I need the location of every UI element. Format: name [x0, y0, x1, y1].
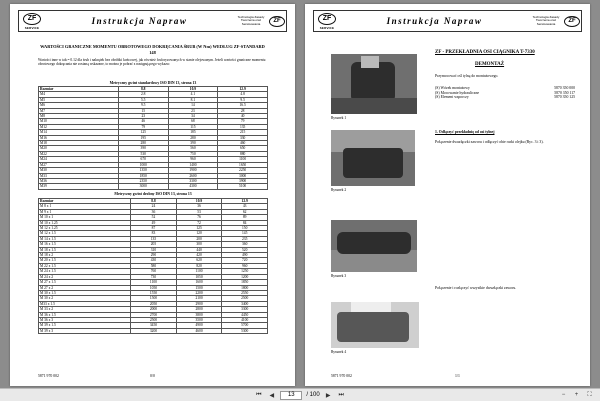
table-cell: 3800	[176, 312, 222, 317]
page-header	[18, 10, 287, 32]
footer-page-number: 0/0	[150, 374, 155, 378]
table-cell: 330	[218, 135, 268, 140]
table-cell: 84	[222, 220, 268, 225]
table-cell: M20	[39, 146, 119, 151]
footer-page-number: 1/1	[455, 374, 460, 378]
table-cell: M22	[39, 151, 119, 156]
next-page-icon[interactable]: ▶	[325, 392, 331, 399]
table-cell: 2000	[131, 307, 177, 312]
table-cell: 53	[176, 209, 222, 214]
table-cell: 2500	[131, 317, 177, 322]
table-cell: M 18 x 1.5	[39, 247, 131, 252]
table-cell: 1500	[131, 296, 177, 301]
table-cell: M10	[39, 119, 119, 124]
section-title: ZF - PRZEKŁADNIA OSI CIĄGNIKA T-7330	[435, 50, 535, 55]
table-cell: M 30 x 1.5	[39, 290, 131, 295]
table-cell: M 10 x 1.25	[39, 220, 131, 225]
table-cell: 2050	[131, 301, 177, 306]
table-cell: 530	[118, 151, 168, 156]
table-cell: 1400	[168, 162, 218, 167]
figure-4-photo	[331, 302, 419, 348]
table-cell: 185	[168, 130, 218, 135]
table-cell: 1050	[131, 285, 177, 290]
column-header: 10.9	[176, 199, 222, 204]
table-cell: 16.5	[218, 103, 268, 108]
table-cell: 960	[222, 263, 268, 268]
table-cell: 720	[222, 258, 268, 263]
figure-3-photo	[331, 220, 417, 272]
table-cell: 79	[118, 124, 168, 129]
table-cell: 1100	[218, 157, 268, 162]
table-cell: 9.5	[218, 97, 268, 102]
fullscreen-icon[interactable]: ⛶	[587, 391, 592, 398]
table-cell: 135	[131, 236, 177, 241]
table-cell: 1000	[118, 162, 168, 167]
table-cell: 4.1	[168, 92, 218, 97]
table-cell: 52	[131, 215, 177, 220]
intro-text: Przymocować ośl tylną do montażowego.	[435, 74, 499, 78]
table-cell: 150	[222, 226, 268, 231]
column-header: 8.8	[118, 87, 168, 92]
table-cell: 83	[131, 231, 177, 236]
table-cell: 4.8	[218, 92, 268, 97]
table-cell: 1200	[222, 274, 268, 279]
table-cell: 1500	[176, 285, 222, 290]
zoom-out-icon[interactable]: −	[561, 392, 566, 398]
viewer-toolbar	[0, 388, 600, 401]
zf-logo-small: ZF	[268, 12, 286, 30]
table-cell: 43	[222, 204, 268, 209]
table-cell: M36	[39, 178, 119, 183]
table-cell: 390	[118, 146, 168, 151]
table-cell: 560	[168, 146, 218, 151]
table-cell: 235	[222, 236, 268, 241]
table-cell: 290	[131, 253, 177, 258]
table-cell: M 18 x 2	[39, 253, 131, 258]
table-cell: 420	[176, 253, 222, 258]
torque-title: WARTOŚCI GRANICZNE MOMENTU OBROTOWEGO DOKRĘCANIA ŚRUB (W Nm) WEDŁUG ZF-STANDARD 148	[40, 44, 265, 55]
table-cell: 3450	[131, 323, 177, 328]
figure-1-photo	[331, 54, 417, 114]
figure-1-caption: Rysunek 1	[331, 116, 347, 120]
step-1-text: Połączenie dwuzłączki zaworu i odłączyć obie rurki olejku (Ryc. 3 i 3).	[435, 140, 544, 144]
table-cell: 2600	[168, 173, 218, 178]
figure-2-caption: Rysunek 2	[331, 188, 347, 192]
table-cell: 4900	[176, 323, 222, 328]
column-header: 8.8	[131, 199, 177, 204]
table-cell: M33	[39, 173, 119, 178]
tools-list	[435, 86, 575, 100]
table-cell: 390	[168, 141, 218, 146]
table-cell: 2500	[222, 296, 268, 301]
first-page-icon[interactable]: ⏮	[256, 391, 262, 398]
table-cell: 280	[168, 135, 218, 140]
table-cell: M 33 x 2	[39, 307, 131, 312]
column-header: 10.9	[168, 87, 218, 92]
table-cell: 5100	[218, 184, 268, 189]
table-cell: 280	[118, 141, 168, 146]
table-cell: 1650	[218, 162, 268, 167]
table-cell: M 27 x 1.5	[39, 280, 131, 285]
table-cell: 2250	[218, 168, 268, 173]
table-cell: M 12 x 1.5	[39, 231, 131, 236]
zf-logo: ZF SERVICE	[19, 11, 45, 31]
table-cell: 24	[131, 204, 177, 209]
table-cell: 300	[176, 242, 222, 247]
header-title: Instrukcja Napraw	[91, 16, 188, 26]
table-cell: 49	[131, 220, 177, 225]
figure-2-photo	[331, 130, 415, 186]
figure-4-caption: Rysunek 4	[331, 350, 347, 354]
table-cell: 4600	[176, 328, 222, 333]
table-cell: 430	[131, 258, 177, 263]
table-cell: 200	[176, 236, 222, 241]
table-cell: 195	[118, 135, 168, 140]
document-page-right	[305, 4, 590, 386]
torque-intro: Wartości inne w tab.= 0.12 dla śrub i nakrętek bez obróbki końcowej, jak również fosforyzowanych w stanie olejowanym. Jeżeli wartości graniczne momentu obrotowego dokręcania nie zostaną wskazane, to można je pobrać z następującego wykazu:	[38, 58, 266, 66]
table-cell: 360	[222, 242, 268, 247]
table-cell: 15	[118, 108, 168, 113]
table-cell: 14	[168, 103, 218, 108]
table-cell: 3400	[222, 301, 268, 306]
table-cell: M 24 x 1.5	[39, 269, 131, 274]
figure-3-caption: Rysunek 3	[331, 274, 347, 278]
table-cell: 145	[222, 231, 268, 236]
page-number-input[interactable]: 13	[280, 391, 302, 400]
table-cell: 135	[218, 124, 268, 129]
table-cell: 89	[222, 215, 268, 220]
table-cell: 125	[176, 226, 222, 231]
table-cell: M 9 x 1	[39, 209, 131, 214]
table-cell: 1050	[176, 274, 222, 279]
table-cell: M8	[39, 114, 119, 119]
table-cell: 1100	[176, 269, 222, 274]
table-cell: M 22 x 1.5	[39, 263, 131, 268]
table-cell: 3300	[222, 307, 268, 312]
table-cell: 215	[218, 130, 268, 135]
table-cell: 2900	[176, 301, 222, 306]
footer-doc-number: 5871 970 002	[331, 374, 352, 378]
document-page-left	[10, 4, 295, 386]
table-cell: 3500	[176, 317, 222, 322]
table-cell: M33 x 1.5	[39, 301, 131, 306]
table-cell: M 24 x 2	[39, 274, 131, 279]
column-header: Rozmiar	[39, 87, 119, 92]
standard-thread-table	[38, 86, 268, 190]
table-cell: M18	[39, 141, 119, 146]
table-cell: M24	[39, 157, 119, 162]
table-cell: 750	[168, 151, 218, 156]
table-cell: 23	[168, 108, 218, 113]
table-row	[39, 328, 268, 333]
table-cell: M 27 x 2	[39, 285, 131, 290]
table-cell: 960	[168, 157, 218, 162]
table-cell: 460	[218, 141, 268, 146]
table-cell: 125	[118, 130, 168, 135]
table-cell: 5300	[222, 328, 268, 333]
table-cell: 4300	[168, 184, 218, 189]
table-cell: M39	[39, 184, 119, 189]
step-2-text: Połączenie i rozłączyć wszystkie dwuzłączki zaworu.	[435, 286, 517, 290]
table-cell: M 36 x 1.5	[39, 312, 131, 317]
table-cell: M4	[39, 92, 119, 97]
tool-row: (S) Mocowanie hydrauliczne 5870 350 117	[435, 90, 575, 95]
table-cell: 4450	[222, 312, 268, 317]
section-subtitle: DEMONTAŻ	[475, 62, 505, 67]
table-cell: M 8 x 1	[39, 204, 131, 209]
table-cell: 3000	[118, 184, 168, 189]
table-cell: M 36 x 3	[39, 317, 131, 322]
table-cell: 36	[176, 204, 222, 209]
table-cell: 4100	[222, 317, 268, 322]
table-cell: 2700	[131, 312, 177, 317]
page-header	[313, 10, 582, 32]
table-cell: 3300	[168, 178, 218, 183]
table-cell: 1100	[131, 280, 177, 285]
table-cell: 87	[131, 226, 177, 231]
table-cell: 1800	[222, 285, 268, 290]
table-cell: 115	[168, 124, 218, 129]
table-cell: M 39 x 3	[39, 328, 131, 333]
table-cell: 34	[168, 114, 218, 119]
table-cell: 580	[131, 263, 177, 268]
table-cell: 1900	[168, 168, 218, 173]
tool-row: (S) Element wsporczy 5870 350 125	[435, 95, 575, 100]
table-cell: 310	[131, 247, 177, 252]
table-cell: M7	[39, 108, 119, 113]
page-total: / 100	[306, 392, 320, 398]
table-cell: M5	[39, 97, 119, 102]
table-cell: 2100	[176, 296, 222, 301]
prev-page-icon[interactable]: ◀	[269, 392, 275, 399]
fine-thread-table	[38, 198, 268, 334]
table-cell: M 20 x 1.5	[39, 258, 131, 263]
header-note: Technologia Zasady Tworzenia oraz Serwisowania	[532, 14, 560, 26]
zoom-in-icon[interactable]: +	[574, 392, 579, 398]
table-cell: 46	[118, 119, 168, 124]
column-header: Rozmiar	[39, 199, 131, 204]
table-cell: M 16 x 1.5	[39, 242, 131, 247]
table-cell: 79	[218, 119, 268, 124]
table-cell: 1850	[222, 280, 268, 285]
table-cell: M16	[39, 135, 119, 140]
fine-thread-caption: Metryczny gwint drobny ISO DIN 13, strona 13	[114, 192, 192, 196]
table-cell: M30	[39, 168, 119, 173]
table-cell: M6	[39, 103, 119, 108]
last-page-icon[interactable]: ⏭	[338, 391, 344, 398]
table-cell: 1350	[118, 168, 168, 173]
table-cell: 2.8	[118, 92, 168, 97]
table-cell: 1250	[222, 269, 268, 274]
footer-doc-number: 5871 970 002	[38, 374, 59, 378]
table-cell: 2350	[118, 178, 168, 183]
table-cell: 72	[176, 220, 222, 225]
table-cell: 8.1	[168, 97, 218, 102]
table-cell: 730	[131, 274, 177, 279]
table-cell: 2800	[176, 307, 222, 312]
table-cell: 62	[222, 209, 268, 214]
table-cell: 490	[222, 253, 268, 258]
column-header: 12.9	[222, 199, 268, 204]
table-cell: 820	[176, 263, 222, 268]
table-cell: 120	[176, 231, 222, 236]
column-header: 12.9	[218, 87, 268, 92]
step-heading: 1. Odłączyć przekładnię od osi tylnej	[435, 130, 495, 134]
table-cell: 650	[218, 146, 268, 151]
table-cell: 1600	[176, 280, 222, 285]
table-cell: 3200	[131, 328, 177, 333]
standard-thread-caption: Metryczny gwint standardowy ISO DIN 13, strona 13	[109, 81, 197, 85]
table-cell: 2550	[222, 290, 268, 295]
table-cell: 880	[218, 151, 268, 156]
table-cell: 3900	[218, 178, 268, 183]
header-title: Instrukcja Napraw	[386, 16, 483, 26]
table-cell: 40	[218, 114, 268, 119]
table-cell: M 12 x 1.25	[39, 226, 131, 231]
table-cell: 23	[118, 114, 168, 119]
table-cell: 1550	[131, 290, 177, 295]
table-cell: M14	[39, 130, 119, 135]
service-label: SERVICE	[319, 25, 335, 30]
table-cell: 28	[218, 108, 268, 113]
table-cell: 2200	[176, 290, 222, 295]
table-cell: 440	[176, 247, 222, 252]
table-cell: 670	[118, 157, 168, 162]
table-cell: 205	[131, 242, 177, 247]
table-row	[39, 184, 268, 189]
table-cell: 36	[131, 209, 177, 214]
table-cell: 76	[176, 215, 222, 220]
table-cell: 3000	[218, 173, 268, 178]
table-cell: M 30 x 2	[39, 296, 131, 301]
table-cell: 9.5	[118, 103, 168, 108]
table-cell: M27	[39, 162, 119, 167]
table-cell: M 10 x 1	[39, 215, 131, 220]
header-note: Technologia Zasady Tworzenia oraz Serwisowania	[237, 14, 265, 26]
table-cell: M 39 x 1.5	[39, 323, 131, 328]
tool-row: (S) Wózek montażowy 5870 350 000	[435, 86, 575, 90]
service-label: SERVICE	[24, 25, 40, 30]
table-cell: 620	[176, 258, 222, 263]
table-cell: 760	[131, 269, 177, 274]
table-cell: 5.5	[118, 97, 168, 102]
table-cell: M12	[39, 124, 119, 129]
table-cell: M 14 x 1.5	[39, 236, 131, 241]
table-cell: 5700	[222, 323, 268, 328]
table-cell: 1850	[118, 173, 168, 178]
table-cell: 520	[222, 247, 268, 252]
zf-logo: ZF SERVICE	[314, 11, 340, 31]
table-cell: 68	[168, 119, 218, 124]
zf-logo-small: ZF	[563, 12, 581, 30]
